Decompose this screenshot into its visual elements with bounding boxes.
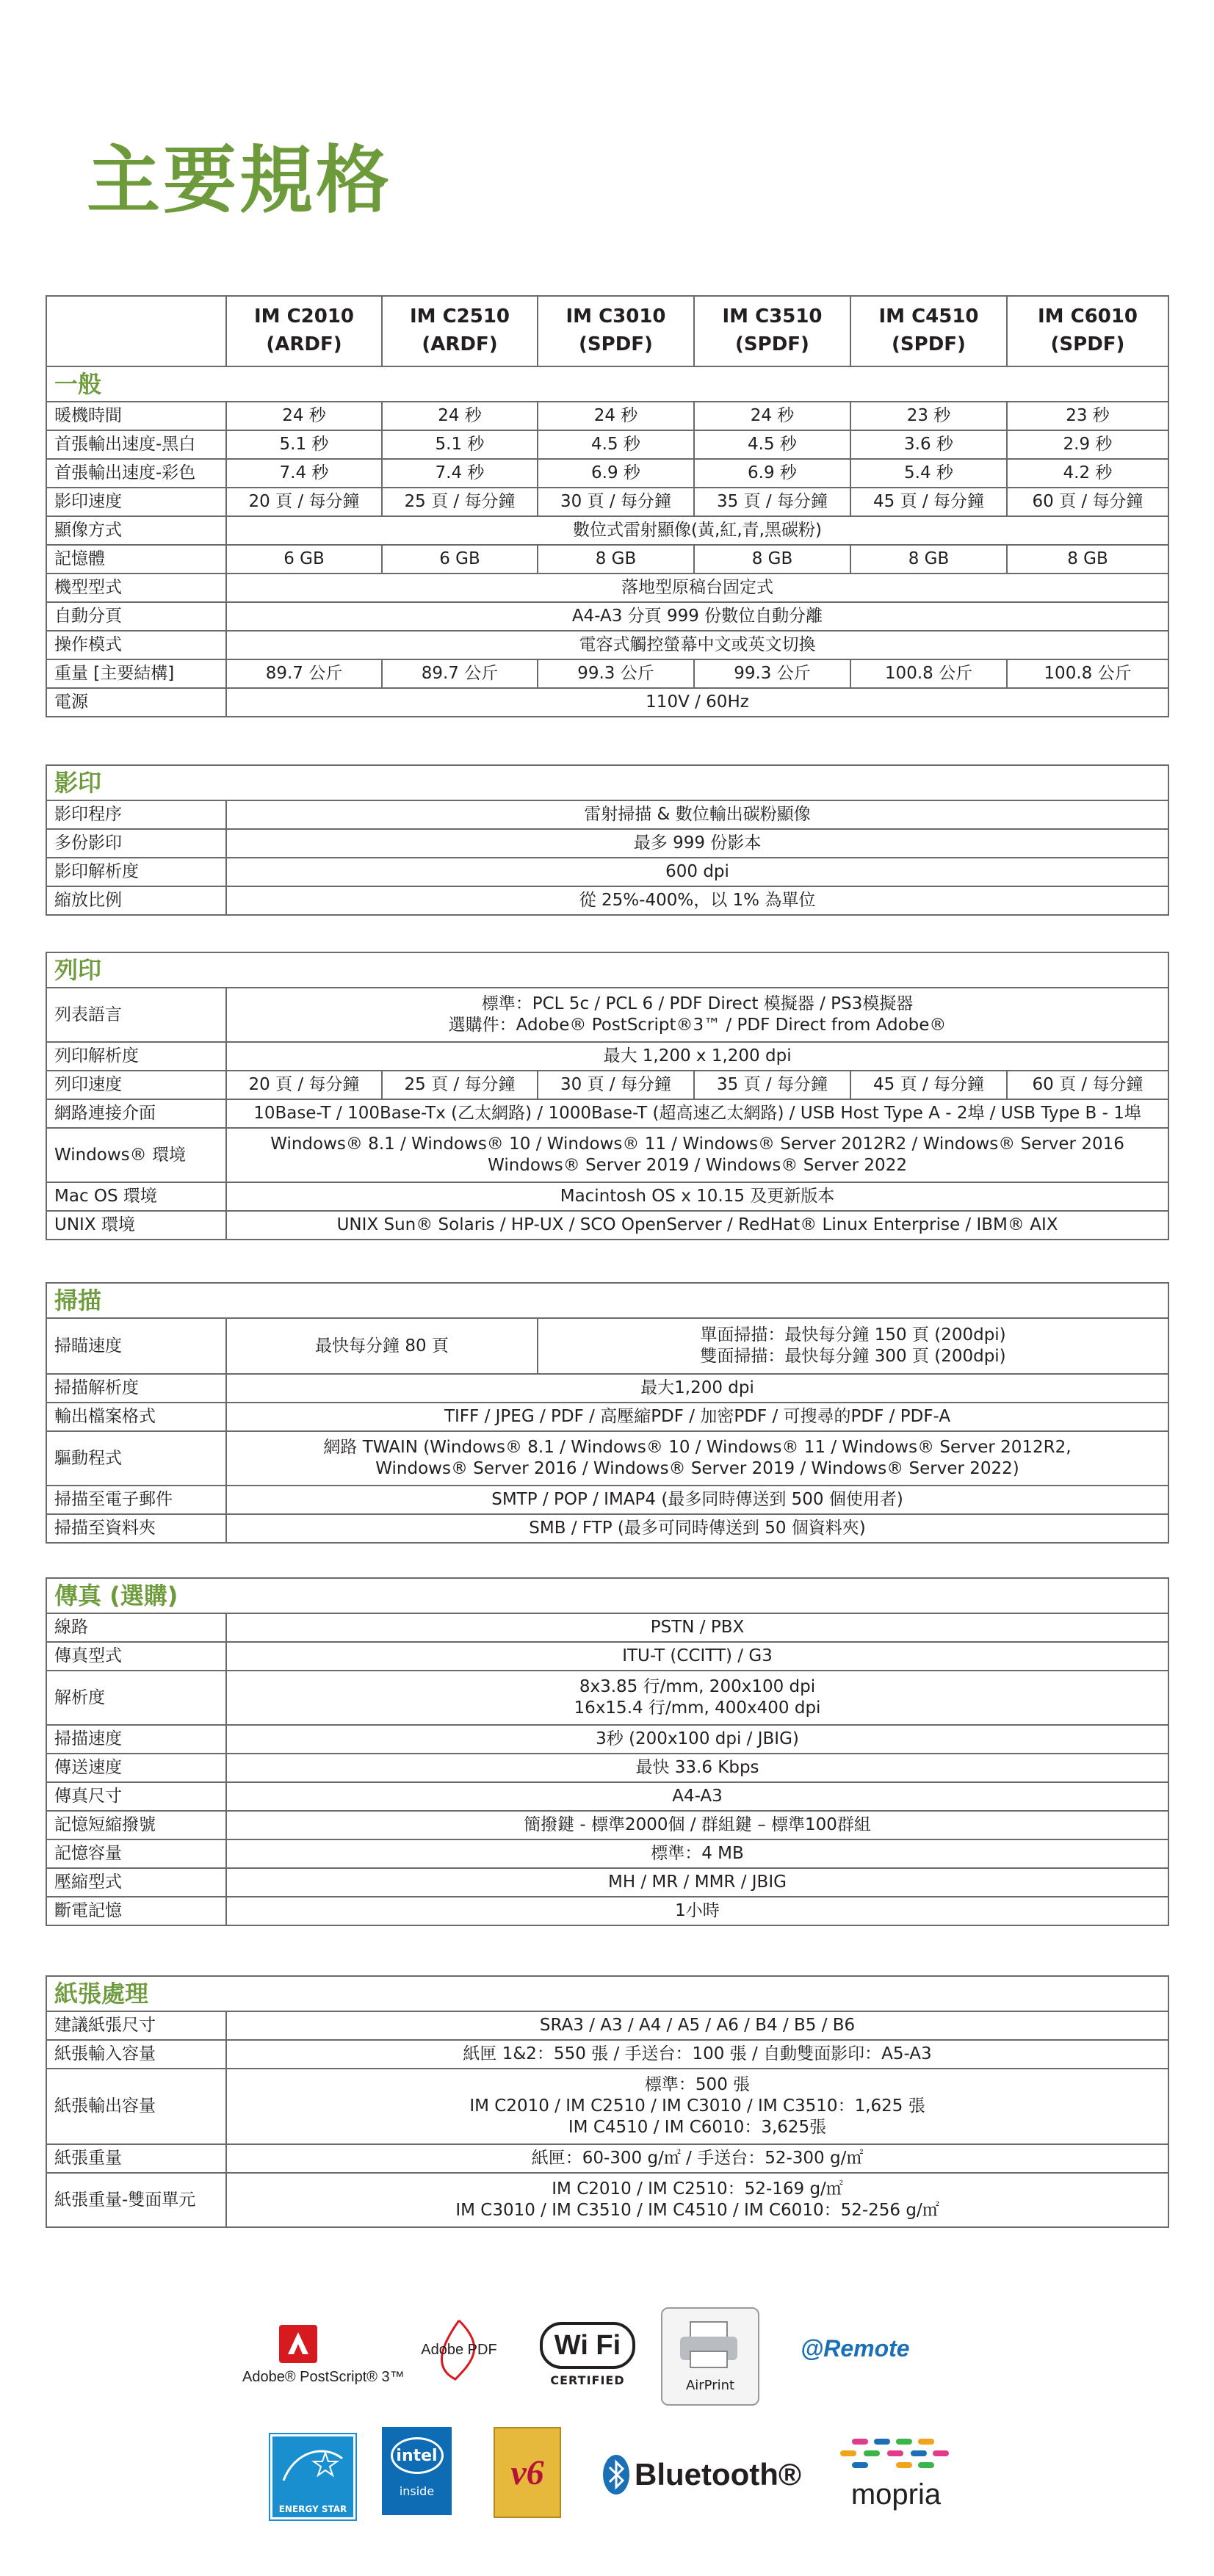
model-value-cell: 100.8 公斤 bbox=[850, 659, 1007, 688]
shared-value-cell: 紙匣 1&2：550 張 / 手送台：100 張 / 自動雙面影印：A5-A3 bbox=[226, 2040, 1168, 2069]
model-value-cell: 99.3 公斤 bbox=[538, 659, 694, 688]
spec-row bbox=[46, 1042, 1168, 1071]
spec-row bbox=[46, 800, 1168, 829]
energy-star-icon bbox=[272, 2436, 353, 2495]
spec-row bbox=[46, 574, 1168, 602]
row-label: 記憶體 bbox=[46, 545, 226, 574]
model-value-cell: 60 頁 / 每分鐘 bbox=[1007, 1071, 1168, 1099]
value-line: 標準：PCL 5c / PCL 6 / PDF Direct 模擬器 / PS3模擬器 bbox=[481, 994, 914, 1014]
shared-value-cell: MH / MR / MMR / JBIG bbox=[226, 1868, 1168, 1897]
row-label: 解析度 bbox=[46, 1671, 226, 1725]
row-label: 線路 bbox=[46, 1613, 226, 1642]
model-header: IM C2510 (ARDF) bbox=[382, 296, 538, 366]
row-label: 掃描至電子郵件 bbox=[46, 1486, 226, 1514]
shared-value-cell: Macintosh OS x 10.15 及更新版本 bbox=[226, 1182, 1168, 1211]
model-value-cell: 99.3 公斤 bbox=[694, 659, 850, 688]
shared-value-cell bbox=[226, 1431, 1168, 1486]
spec-row bbox=[46, 1431, 1168, 1486]
shared-value-cell: 落地型原稿台固定式 bbox=[226, 574, 1168, 602]
model-value-cell: 7.4 秒 bbox=[382, 459, 538, 488]
model-value-cell: 5.1 秒 bbox=[226, 430, 382, 459]
scan-speed-right: 單面掃描：最快每分鐘 150 頁 (200dpi) 雙面掃描：最快每分鐘 300 頁 (200dpi) bbox=[538, 1318, 1168, 1374]
spec-row bbox=[46, 659, 1168, 688]
shared-value-cell: 110V / 60Hz bbox=[226, 688, 1168, 717]
spec-row bbox=[46, 1642, 1168, 1671]
row-label: 傳真尺寸 bbox=[46, 1782, 226, 1811]
value-line: 16x15.4 行/mm, 400x400 dpi bbox=[574, 1698, 821, 1718]
model-header: IM C2010 (ARDF) bbox=[226, 296, 382, 366]
row-label: 記憶容量 bbox=[46, 1839, 226, 1868]
section-title-general: 一般 bbox=[46, 366, 1168, 402]
spec-row bbox=[46, 488, 1168, 516]
spec-row bbox=[46, 1071, 1168, 1099]
spec-row bbox=[46, 1128, 1168, 1182]
bluetooth-logo: Bluetooth® bbox=[602, 2449, 808, 2500]
mopria-logo: mopria bbox=[823, 2434, 969, 2515]
row-label: 掃描解析度 bbox=[46, 1374, 226, 1403]
row-label: 重量 [主要結構] bbox=[46, 659, 226, 688]
value-line: 選購件：Adobe® PostScript®3™ / PDF Direct from Adobe® bbox=[448, 1016, 947, 1035]
row-label: 傳真型式 bbox=[46, 1642, 226, 1671]
shared-value-cell bbox=[226, 988, 1168, 1042]
row-label: 建議紙張尺寸 bbox=[46, 2011, 226, 2040]
shared-value-cell bbox=[226, 2069, 1168, 2144]
shared-value-cell: SRA3 / A3 / A4 / A5 / A6 / B4 / B5 / B6 bbox=[226, 2011, 1168, 2040]
row-label: 壓縮型式 bbox=[46, 1868, 226, 1897]
row-label: 影印速度 bbox=[46, 488, 226, 516]
bluetooth-icon bbox=[602, 2454, 630, 2495]
row-label: 電源 bbox=[46, 688, 226, 717]
row-label: Windows® 環境 bbox=[46, 1128, 226, 1182]
shared-value-cell: 紙匣：60-300 g/㎡ / 手送台：52-300 g/㎡ bbox=[226, 2144, 1168, 2173]
model-value-cell: 5.4 秒 bbox=[850, 459, 1007, 488]
row-label: 驅動程式 bbox=[46, 1431, 226, 1486]
row-label: 掃瞄速度 bbox=[46, 1318, 226, 1374]
row-label: 影印程序 bbox=[46, 800, 226, 829]
spec-row bbox=[46, 2173, 1168, 2227]
shared-value-cell: TIFF / JPEG / PDF / 高壓縮PDF / 加密PDF / 可搜尋的PDF / PDF-A bbox=[226, 1403, 1168, 1431]
spec-row bbox=[46, 688, 1168, 717]
spec-row bbox=[46, 988, 1168, 1042]
model-value-cell: 4.5 秒 bbox=[694, 430, 850, 459]
shared-value-cell: 最大 1,200 x 1,200 dpi bbox=[226, 1042, 1168, 1071]
model-value-cell: 4.5 秒 bbox=[538, 430, 694, 459]
model-value-cell: 24 秒 bbox=[538, 402, 694, 430]
model-value-cell: 89.7 公斤 bbox=[226, 659, 382, 688]
row-label: 紙張輸出容量 bbox=[46, 2069, 226, 2144]
spec-row bbox=[46, 1811, 1168, 1839]
model-value-cell: 8 GB bbox=[1007, 545, 1168, 574]
model-value-cell: 45 頁 / 每分鐘 bbox=[850, 488, 1007, 516]
spec-row bbox=[46, 858, 1168, 886]
spec-table-fax bbox=[46, 1577, 1169, 1926]
value-line: Windows® Server 2019 / Windows® Server 2022 bbox=[488, 1156, 907, 1175]
model-value-cell: 7.4 秒 bbox=[226, 459, 382, 488]
spec-table-print bbox=[46, 952, 1169, 1240]
shared-value-cell: 從 25%-400%，以 1% 為單位 bbox=[226, 886, 1168, 915]
spec-table-paper bbox=[46, 1975, 1169, 2228]
row-label: 掃描速度 bbox=[46, 1725, 226, 1754]
spec-row bbox=[46, 1613, 1168, 1642]
spec-row bbox=[46, 631, 1168, 659]
section-title-paper: 紙張處理 bbox=[46, 1976, 1168, 2011]
model-value-cell: 35 頁 / 每分鐘 bbox=[694, 488, 850, 516]
model-header-row bbox=[46, 296, 1168, 366]
section-title-copy: 影印 bbox=[46, 765, 1168, 800]
spec-row bbox=[46, 602, 1168, 631]
shared-value-cell: ITU-T (CCITT) / G3 bbox=[226, 1642, 1168, 1671]
spec-row bbox=[46, 516, 1168, 545]
spec-row bbox=[46, 1671, 1168, 1725]
spec-row bbox=[46, 1403, 1168, 1431]
value-line: IM C4510 / IM C6010：3,625張 bbox=[568, 2117, 827, 2137]
model-value-cell: 25 頁 / 每分鐘 bbox=[382, 488, 538, 516]
row-label: 影印解析度 bbox=[46, 858, 226, 886]
shared-value-cell: UNIX Sun® Solaris / HP-UX / SCO OpenServer / RedHat® Linux Enterprise / IBM® AIX bbox=[226, 1211, 1168, 1240]
shared-value-cell: 標準：4 MB bbox=[226, 1839, 1168, 1868]
spec-table-general bbox=[46, 295, 1169, 717]
spec-row bbox=[46, 1754, 1168, 1782]
model-value-cell: 24 秒 bbox=[382, 402, 538, 430]
shared-value-cell: 10Base-T / 100Base-Tx (乙太網路) / 1000Base-T (超高速乙太網路) / USB Host Type A - 2埠 / USB Type B - 1埠 bbox=[226, 1099, 1168, 1128]
model-value-cell: 45 頁 / 每分鐘 bbox=[850, 1071, 1007, 1099]
value-line: IM C2010 / IM C2510 / IM C3010 / IM C3510：1,625 張 bbox=[469, 2096, 925, 2116]
shared-value-cell: A4-A3 bbox=[226, 1782, 1168, 1811]
shared-value-cell bbox=[226, 2173, 1168, 2227]
model-value-cell: 6 GB bbox=[382, 545, 538, 574]
model-value-cell: 6.9 秒 bbox=[694, 459, 850, 488]
shared-value-cell: 最多 999 份影本 bbox=[226, 829, 1168, 858]
energy-star-logo: ENERGY STAR bbox=[270, 2434, 355, 2519]
row-label: 記憶短縮撥號 bbox=[46, 1811, 226, 1839]
row-label: 縮放比例 bbox=[46, 886, 226, 915]
spec-row bbox=[46, 1374, 1168, 1403]
row-label: 操作模式 bbox=[46, 631, 226, 659]
model-value-cell: 100.8 公斤 bbox=[1007, 659, 1168, 688]
model-value-cell: 30 頁 / 每分鐘 bbox=[538, 1071, 694, 1099]
row-label: 列印解析度 bbox=[46, 1042, 226, 1071]
model-value-cell: 25 頁 / 每分鐘 bbox=[382, 1071, 538, 1099]
shared-value-cell: 最大1,200 dpi bbox=[226, 1374, 1168, 1403]
value-line: Windows® Server 2016 / Windows® Server 2019 / Windows® Server 2022) bbox=[375, 1459, 1019, 1478]
spec-row bbox=[46, 2069, 1168, 2144]
airprint-logo: AirPrint bbox=[661, 2307, 759, 2406]
shared-value-cell: A4-A3 分頁 999 份數位自動分離 bbox=[226, 602, 1168, 631]
spec-row bbox=[46, 829, 1168, 858]
shared-value-cell: SMTP / POP / IMAP4 (最多同時傳送到 500 個使用者) bbox=[226, 1486, 1168, 1514]
spec-row bbox=[46, 1839, 1168, 1868]
adobe-icon bbox=[242, 2322, 353, 2366]
spec-row bbox=[46, 1211, 1168, 1240]
model-value-cell: 60 頁 / 每分鐘 bbox=[1007, 488, 1168, 516]
spec-table-copy bbox=[46, 764, 1169, 916]
shared-value-cell: 最快 33.6 Kbps bbox=[226, 1754, 1168, 1782]
model-value-cell: 89.7 公斤 bbox=[382, 659, 538, 688]
row-label: 紙張重量 bbox=[46, 2144, 226, 2173]
shared-value-cell: 數位式雷射顯像(黃,紅,青,黑碳粉) bbox=[226, 516, 1168, 545]
row-label: UNIX 環境 bbox=[46, 1211, 226, 1240]
printer-icon bbox=[662, 2309, 755, 2375]
model-value-cell: 5.1 秒 bbox=[382, 430, 538, 459]
spec-row bbox=[46, 430, 1168, 459]
ipv6-ready-logo: v6 bbox=[494, 2427, 561, 2518]
row-label: 紙張輸入容量 bbox=[46, 2040, 226, 2069]
adobe-postscript-logo: Adobe® PostScript® 3™ bbox=[242, 2322, 353, 2388]
spec-row bbox=[46, 2040, 1168, 2069]
spec-row bbox=[46, 1868, 1168, 1897]
shared-value-cell: 雷射掃描 & 數位輸出碳粉顯像 bbox=[226, 800, 1168, 829]
value-line: 標準：500 張 bbox=[644, 2075, 751, 2095]
value-line: 8x3.85 行/mm, 200x100 dpi bbox=[579, 1677, 816, 1697]
row-label: 列印速度 bbox=[46, 1071, 226, 1099]
eremote-logo: @Remote bbox=[801, 2335, 910, 2362]
model-value-cell: 20 頁 / 每分鐘 bbox=[226, 488, 382, 516]
row-label: 顯像方式 bbox=[46, 516, 226, 545]
row-label: 首張輸出速度-彩色 bbox=[46, 459, 226, 488]
spec-row bbox=[46, 1486, 1168, 1514]
model-header: IM C6010 (SPDF) bbox=[1007, 296, 1168, 366]
spec-row bbox=[46, 1782, 1168, 1811]
spec-table-scan bbox=[46, 1282, 1169, 1544]
section-title-scan: 掃描 bbox=[46, 1283, 1168, 1318]
model-value-cell: 35 頁 / 每分鐘 bbox=[694, 1071, 850, 1099]
row-label: Mac OS 環境 bbox=[46, 1182, 226, 1211]
model-header: IM C3010 (SPDF) bbox=[538, 296, 694, 366]
spec-row bbox=[46, 2011, 1168, 2040]
shared-value-cell bbox=[226, 1128, 1168, 1182]
certification-logos bbox=[0, 2276, 1214, 2555]
value-line: IM C2010 / IM C2510：52-169 g/㎡ bbox=[552, 2179, 843, 2199]
model-value-cell: 8 GB bbox=[850, 545, 1007, 574]
model-value-cell: 2.9 秒 bbox=[1007, 430, 1168, 459]
shared-value-cell: PSTN / PBX bbox=[226, 1613, 1168, 1642]
row-label: 多份影印 bbox=[46, 829, 226, 858]
shared-value-cell: 600 dpi bbox=[226, 858, 1168, 886]
spec-row bbox=[46, 1099, 1168, 1128]
value-line: Windows® 8.1 / Windows® 10 / Windows® 11 / Windows® Server 2012R2 / Windows® Server 2016 bbox=[270, 1135, 1124, 1154]
spec-row bbox=[46, 2144, 1168, 2173]
row-label: 紙張重量-雙面單元 bbox=[46, 2173, 226, 2227]
shared-value-cell bbox=[226, 1671, 1168, 1725]
row-label: 斷電記憶 bbox=[46, 1897, 226, 1925]
row-label: 列表語言 bbox=[46, 988, 226, 1042]
spec-row bbox=[46, 1897, 1168, 1925]
adobe-pdf-logo: Adobe PDF bbox=[411, 2317, 507, 2390]
spec-row bbox=[46, 1182, 1168, 1211]
model-value-cell: 24 秒 bbox=[694, 402, 850, 430]
shared-value-cell: 簡撥鍵 - 標準2000個 / 群組鍵 – 標準100群組 bbox=[226, 1811, 1168, 1839]
model-value-cell: 24 秒 bbox=[226, 402, 382, 430]
model-header: IM C4510 (SPDF) bbox=[850, 296, 1007, 366]
model-header: IM C3510 (SPDF) bbox=[694, 296, 850, 366]
model-value-cell: 30 頁 / 每分鐘 bbox=[538, 488, 694, 516]
intel-inside-logo: intel inside bbox=[382, 2427, 452, 2515]
spec-row bbox=[46, 1514, 1168, 1543]
row-label: 首張輸出速度-黑白 bbox=[46, 430, 226, 459]
row-label: 機型型式 bbox=[46, 574, 226, 602]
scan-speed-left: 最快每分鐘 80 頁 bbox=[226, 1318, 538, 1374]
wifi-certified-logo: Wi Fi CERTIFIED bbox=[540, 2322, 635, 2388]
spec-row bbox=[46, 1725, 1168, 1754]
row-label: 網路連接介面 bbox=[46, 1099, 226, 1128]
row-label: 暖機時間 bbox=[46, 402, 226, 430]
shared-value-cell: 電容式觸控螢幕中文或英文切換 bbox=[226, 631, 1168, 659]
model-value-cell: 23 秒 bbox=[1007, 402, 1168, 430]
shared-value-cell: SMB / FTP (最多可同時傳送到 50 個資料夾) bbox=[226, 1514, 1168, 1543]
spec-row bbox=[46, 1318, 1168, 1374]
model-value-cell: 20 頁 / 每分鐘 bbox=[226, 1071, 382, 1099]
section-title-print: 列印 bbox=[46, 952, 1168, 988]
shared-value-cell: 1小時 bbox=[226, 1897, 1168, 1925]
section-title-fax: 傳真 (選購) bbox=[46, 1578, 1168, 1613]
value-line: IM C3010 / IM C3510 / IM C4510 / IM C6010：52-256 g/㎡ bbox=[455, 2201, 939, 2220]
model-value-cell: 23 秒 bbox=[850, 402, 1007, 430]
spec-row bbox=[46, 545, 1168, 574]
row-label: 掃描至資料夾 bbox=[46, 1514, 226, 1543]
model-value-cell: 8 GB bbox=[538, 545, 694, 574]
row-label: 輸出檔案格式 bbox=[46, 1403, 226, 1431]
value-line: 網路 TWAIN (Windows® 8.1 / Windows® 10 / Windows® 11 / Windows® Server 2012R2, bbox=[323, 1438, 1072, 1458]
spec-row bbox=[46, 402, 1168, 430]
row-label: 傳送速度 bbox=[46, 1754, 226, 1782]
model-value-cell: 8 GB bbox=[694, 545, 850, 574]
shared-value-cell: 3秒 (200x100 dpi / JBIG) bbox=[226, 1725, 1168, 1754]
model-value-cell: 4.2 秒 bbox=[1007, 459, 1168, 488]
model-value-cell: 6 GB bbox=[226, 545, 382, 574]
mopria-dots-icon bbox=[823, 2434, 969, 2475]
page-title: 主要規格 bbox=[87, 137, 392, 223]
model-value-cell: 6.9 秒 bbox=[538, 459, 694, 488]
spec-row bbox=[46, 459, 1168, 488]
spec-row bbox=[46, 886, 1168, 915]
model-value-cell: 3.6 秒 bbox=[850, 430, 1007, 459]
row-label: 自動分頁 bbox=[46, 602, 226, 631]
